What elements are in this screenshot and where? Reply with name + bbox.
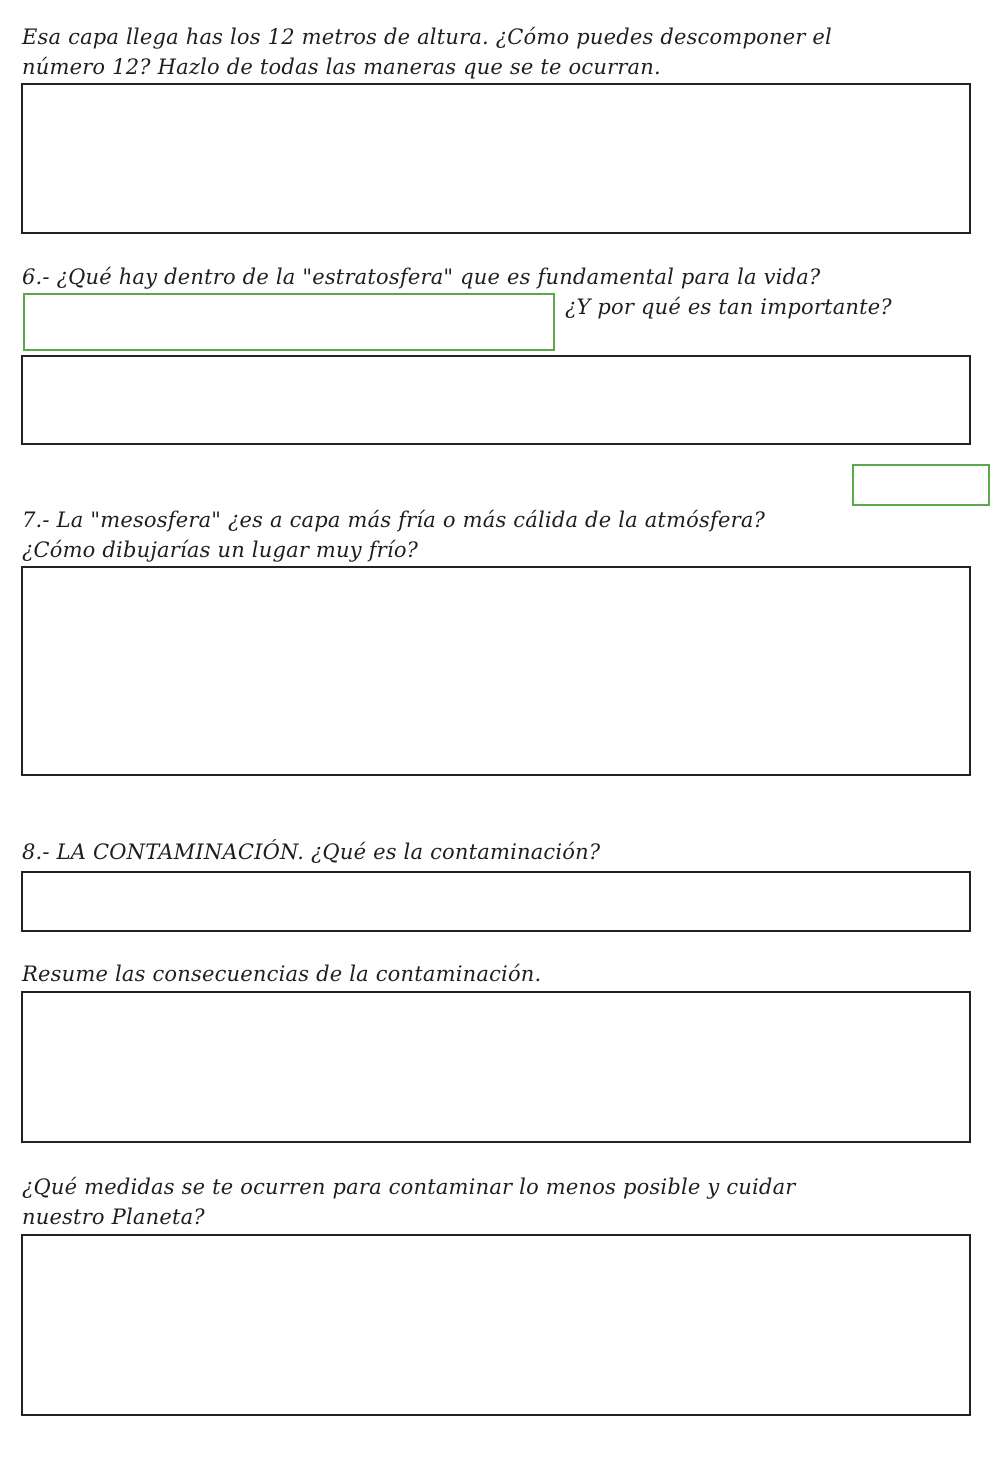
question-6-line-2: ¿Y por qué es tan importante? — [565, 295, 892, 319]
question-5-line-1: Esa capa llega has los 12 metros de altura. ¿Cómo puedes descomponer el — [22, 25, 832, 49]
answer-box-question-9[interactable] — [21, 991, 971, 1143]
question-7-line-1: 7.- La "mesosfera" ¿es a capa más fría o más cálida de la atmósfera? — [22, 508, 766, 532]
answer-box-question-5[interactable] — [21, 83, 971, 234]
question-6-line-1: 6.- ¿Qué hay dentro de la "estratosfera" que es fundamental para la vida? — [22, 265, 821, 289]
answer-box-question-8[interactable] — [21, 871, 971, 932]
question-10-line-2: nuestro Planeta? — [22, 1205, 205, 1229]
answer-field-stratosphere[interactable] — [23, 293, 555, 351]
question-5-line-2: número 12? Hazlo de todas las maneras que se te ocurran. — [22, 55, 661, 79]
answer-box-question-10[interactable] — [21, 1234, 971, 1416]
question-8-line-1: 8.- LA CONTAMINACIÓN. ¿Qué es la contaminación? — [22, 840, 601, 864]
answer-field-mesosphere[interactable] — [852, 464, 990, 506]
question-7-line-2: ¿Cómo dibujarías un lugar muy frío? — [22, 538, 419, 562]
question-10-line-1: ¿Qué medidas se te ocurren para contaminar lo menos posible y cuidar — [22, 1175, 796, 1199]
answer-box-question-7[interactable] — [21, 566, 971, 776]
answer-box-question-6[interactable] — [21, 355, 971, 445]
question-9-line-1: Resume las consecuencias de la contaminación. — [22, 962, 542, 986]
